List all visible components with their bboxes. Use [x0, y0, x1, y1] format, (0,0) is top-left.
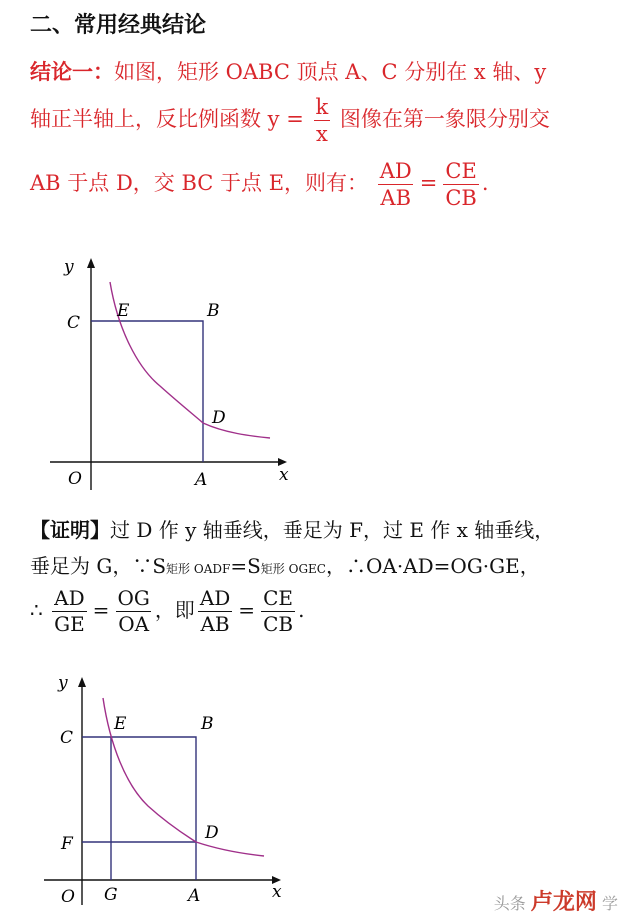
ratio-ad-3: AD: [199, 586, 231, 610]
equals-sign-3: =: [238, 598, 256, 622]
conclusion-line-3: [30, 160, 489, 209]
label-f-2: F: [61, 834, 73, 854]
ratio-ab-2: AB: [200, 612, 230, 636]
proof-line-1: [30, 514, 554, 543]
conclusion-text-2a: 轴正半轴上，反比例函数 y =: [30, 107, 304, 132]
ratio-ab: AB: [380, 186, 412, 211]
label-d: D: [212, 408, 226, 428]
ratio-ce-cb-2: [261, 588, 295, 635]
proof-label: 【证明】: [30, 518, 110, 542]
ratio-cb-2: CB: [263, 612, 294, 636]
figure-2: [30, 668, 300, 918]
label-c-2: C: [60, 728, 74, 748]
label-y: y: [64, 257, 74, 277]
ratio-ad-2: AD: [54, 586, 85, 610]
label-a: A: [195, 470, 208, 490]
label-x-2: x: [272, 882, 282, 902]
figure-2-axes: [44, 684, 274, 905]
ratio-ce-2: CE: [263, 586, 294, 610]
section-heading: 二、常用经典结论: [30, 12, 207, 38]
label-c: C: [67, 313, 81, 333]
label-b: B: [207, 301, 220, 321]
function-fraction: [314, 96, 331, 145]
conclusion-text-3: AB 于点 D，交 BC 于点 E，则有：: [30, 171, 369, 196]
conclusion-text-1: 如图，矩形 OABC 顶点 A、C 分别在 x 轴、y: [114, 60, 547, 84]
label-y-2: y: [58, 673, 68, 693]
label-g-2: G: [104, 885, 118, 905]
conclusion-line-2: [30, 96, 550, 145]
period: .: [481, 171, 489, 196]
proof-text-2a: 垂足为 G，∵S: [30, 554, 167, 578]
y-axis-arrow-icon-2: [78, 677, 86, 687]
y-axis-arrow-icon: [87, 258, 95, 268]
ratio-ge: GE: [54, 612, 85, 636]
proof-line-2: [30, 550, 540, 579]
label-a-2: A: [188, 886, 201, 906]
figure-1: [40, 250, 310, 500]
watermark-brand: 卢龙网: [530, 890, 597, 915]
label-o: O: [68, 469, 82, 489]
hyperbola-curve: [110, 282, 270, 438]
label-x: x: [279, 465, 289, 485]
label-b-2: B: [201, 714, 214, 734]
conclusion-label: 结论一：: [30, 59, 114, 84]
rectangle-oabc: [91, 321, 203, 462]
proof-ji: ，即: [154, 598, 195, 622]
proof-subscript-oadf: 矩形 OADF: [166, 562, 231, 576]
label-o-2: O: [61, 887, 75, 907]
proof-line-3: [30, 588, 304, 635]
conclusion-text-2b: 图像在第一象限分别交: [339, 107, 550, 132]
ratio-ad-ge: [52, 588, 87, 635]
watermark-prefix: 头条: [493, 894, 526, 913]
ratio-ce: CE: [445, 159, 477, 183]
ratio-cb: CB: [445, 186, 477, 211]
proof-text-1: 过 D 作 y 轴垂线，垂足为 F，过 E 作 x 轴垂线，: [110, 518, 555, 542]
function-denominator: x: [315, 122, 328, 147]
label-e: E: [117, 301, 130, 321]
equals-sign: =: [419, 171, 438, 196]
watermark: [494, 885, 618, 916]
ratio-og: OG: [117, 586, 150, 610]
figure-1-axes: [50, 265, 280, 490]
ratio-ad: AD: [379, 159, 412, 183]
ratio-ad-ab-2: [198, 588, 232, 635]
ratio-oa: OA: [118, 612, 150, 636]
conclusion-line-1: [30, 56, 546, 86]
proof-text-2c: ，∴OA·AD=OG·GE，: [325, 554, 540, 578]
proof-subscript-ogec: 矩形 OGEC: [260, 562, 326, 576]
label-e-2: E: [114, 714, 127, 734]
label-d-2: D: [205, 823, 219, 843]
ratio-og-oa: [115, 588, 151, 635]
hyperbola-curve-2: [103, 698, 264, 856]
ratio-ce-cb: [443, 160, 479, 209]
ratio-ad-ab: [378, 160, 414, 209]
function-numerator: k: [315, 95, 329, 119]
watermark-suffix: 学: [601, 894, 618, 913]
equals-sign-2: =: [92, 598, 110, 622]
therefore-symbol: ∴: [30, 598, 43, 622]
period-2: .: [298, 598, 305, 622]
proof-text-2b: =S: [230, 554, 261, 578]
rectangle-oabc-2: [82, 737, 196, 880]
